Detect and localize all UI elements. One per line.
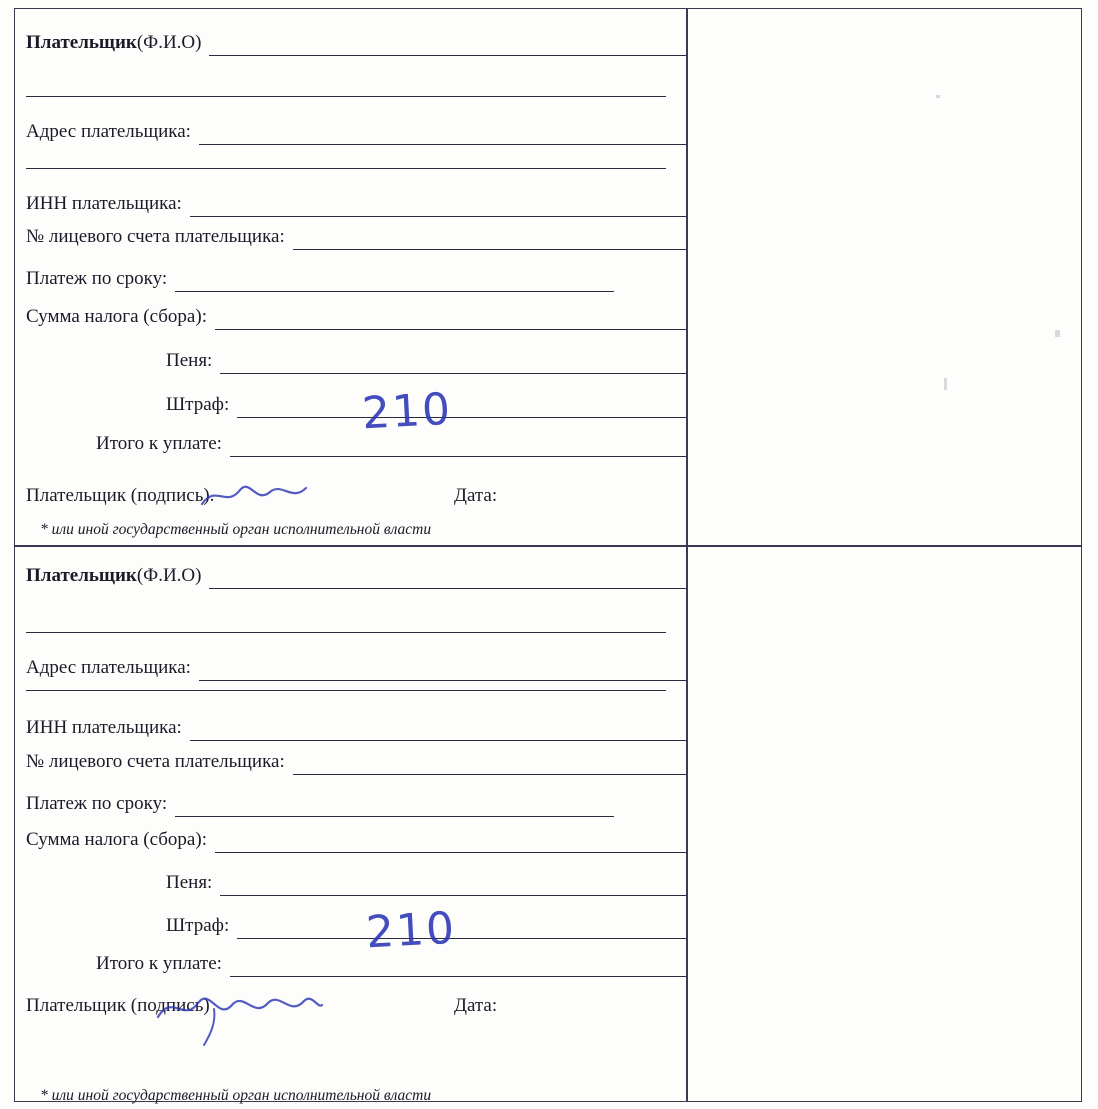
input-payer-inn-2[interactable] [190,720,686,741]
field-payment-due-2[interactable] [14,783,614,817]
input-total-due[interactable] [230,436,686,457]
field-fine[interactable] [14,384,686,418]
receipt-top [14,8,686,545]
scan-speck [944,378,947,390]
input-payer-address-line2[interactable] [26,168,666,169]
input-payment-due-2[interactable] [175,796,614,817]
field-total-due[interactable] [14,423,686,457]
label-payment-due-2: Платеж по сроку: [26,793,168,814]
field-tax-sum-2[interactable] [14,819,686,853]
field-penalty-2[interactable] [14,862,686,896]
label-payer-signature-2: Плательщик (подпись) [26,995,210,1016]
input-payment-due[interactable] [175,271,614,292]
input-payer-address[interactable] [199,124,686,145]
input-payer-fio[interactable] [209,35,686,56]
scan-speck [936,95,940,98]
input-payer-account-2[interactable] [293,754,686,775]
input-fine[interactable] [237,397,686,418]
input-payer-inn[interactable] [190,196,686,217]
field-payer-address-2[interactable] [14,647,686,681]
signature-scribble-bottom [154,987,324,1047]
field-payer-inn-2[interactable] [14,707,686,741]
label-date: Дата: [454,485,498,506]
field-payer-fio-2[interactable] [14,555,686,589]
field-penalty[interactable] [14,340,686,374]
input-payer-fio-2[interactable] [209,568,686,589]
signature-row-top[interactable] [14,485,686,507]
label-penalty-2: Пеня: [166,872,213,893]
label-penalty: Пеня: [166,350,213,371]
receipt-bottom [14,547,686,1102]
input-penalty-2[interactable] [220,875,686,896]
input-total-due-2[interactable] [230,956,686,977]
input-tax-sum-2[interactable] [215,832,686,853]
field-payer-account-2[interactable] [14,741,686,775]
label-tax-sum-2: Сумма налога (сбора): [26,829,207,850]
input-payer-address-2[interactable] [199,660,686,681]
field-payment-due[interactable] [14,258,614,292]
form-vertical-divider [686,8,688,1102]
field-payer-inn[interactable] [14,183,686,217]
label-fine: Штраф: [166,394,230,415]
input-payer-account[interactable] [293,229,686,250]
label-total-due: Итого к уплате: [96,433,222,454]
scan-speck [1055,330,1060,337]
label-payer-fio-2: Плательщик [26,565,137,586]
label-payer-inn-2: ИНН плательщика: [26,717,182,738]
input-payer-fio-line2[interactable] [26,96,666,97]
input-payer-fio-2-line2[interactable] [26,632,666,633]
footnote-top: * или иной государственный орган исполнительной власти [40,521,432,538]
label-tax-sum: Сумма налога (сбора): [26,306,207,327]
input-tax-sum[interactable] [215,309,686,330]
field-fine-2[interactable] [14,905,686,939]
input-fine-2[interactable] [237,918,686,939]
footnote-bottom: * или иной государственный орган исполнительной власти [40,1087,432,1104]
label-payer-account: № лицевого счета плательщика: [26,226,285,247]
label-payer-address: Адрес плательщика: [26,121,191,142]
label-payment-due: Платеж по сроку: [26,268,168,289]
label-payer-account-2: № лицевого счета плательщика: [26,751,285,772]
input-payer-address-2-line2[interactable] [26,690,666,691]
field-payer-address[interactable] [14,111,686,145]
handwritten-total-bottom: 210 [364,902,458,959]
field-tax-sum[interactable] [14,296,686,330]
field-total-due-2[interactable] [14,943,686,977]
label-payer-fio: Плательщик [26,32,137,53]
label-payer-signature: Плательщик (подпись). [26,485,215,506]
label-payer-fio-paren: (Ф.И.О) [136,32,202,53]
label-payer-fio-paren-2: (Ф.И.О) [136,565,202,586]
label-fine-2: Штраф: [166,915,230,936]
input-penalty[interactable] [220,353,686,374]
field-payer-account[interactable] [14,216,686,250]
handwritten-total-top: 210 [360,383,454,440]
signature-scribble-top [200,478,310,512]
label-total-due-2: Итого к уплате: [96,953,222,974]
field-payer-fio[interactable] [14,22,686,56]
signature-row-bottom[interactable] [14,995,686,1017]
label-payer-inn: ИНН плательщика: [26,193,182,214]
label-date-2: Дата: [454,995,498,1016]
label-payer-address-2: Адрес плательщика: [26,657,191,678]
